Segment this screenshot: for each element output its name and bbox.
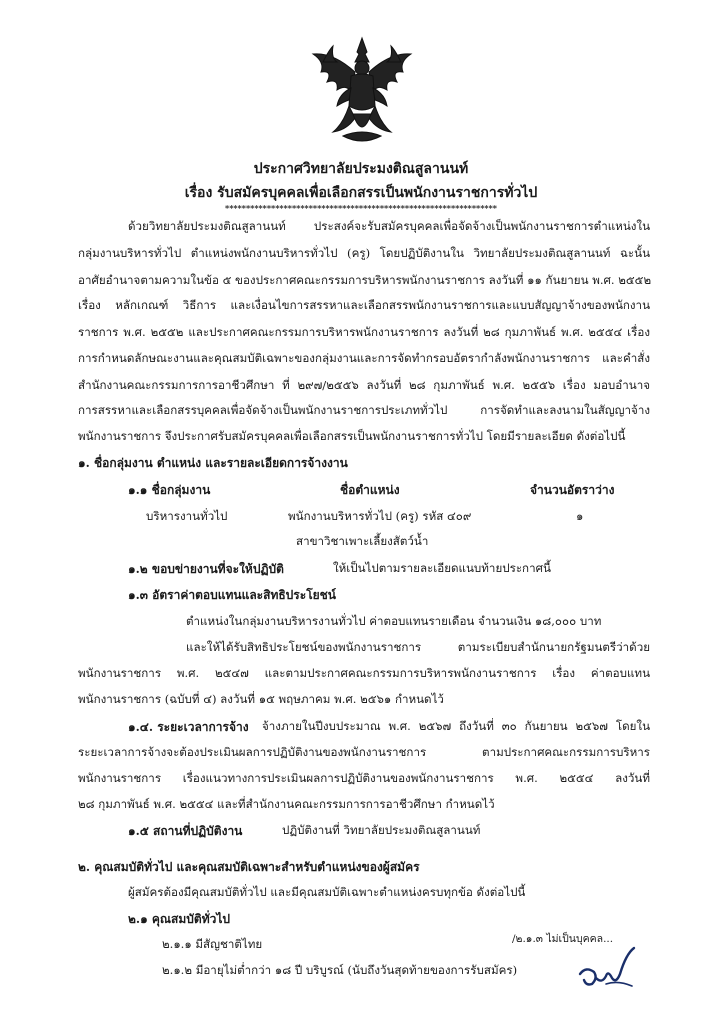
- title-divider: *****************************************************************: [225, 203, 497, 213]
- intro-line-8: การสรรหาและเลือกสรรบุคคลเพื่อจัดจ้างเป็นพนักงานราชการประเภททั่วไป การจัดทำและลงนามในสัญญาจ้าง: [78, 403, 650, 417]
- table-cell-position-field: สาขาวิชาเพาะเลี้ยงสัตว์น้ำ: [296, 534, 429, 548]
- section-2-intro: ผู้สมัครต้องมีคุณสมบัติทั่วไป และมีคุณสมบัติเฉพาะตำแหน่งครบทุกข้อ ดังต่อไปนี้: [128, 885, 526, 899]
- table-cell-group: บริหารงานทั่วไป: [146, 509, 228, 523]
- garuda-emblem-icon: [303, 32, 421, 148]
- section-1-heading: ๑. ชื่อกลุ่มงาน ตำแหน่ง และรายละเอียดการจ้างงาน: [78, 456, 348, 470]
- intro-line-1: ด้วยวิทยาลัยประมงติณสูลานนท์ ประสงค์จะรับสมัครบุคคลเพื่อจัดจ้างเป็นพนักงานราชการตำแหน่งใน: [128, 219, 650, 233]
- item-1-3-line-1: ตำแหน่งในกลุ่มงานบริหารงานทั่วไป ค่าตอบแทนรายเดือน จำนวนเงิน ๑๘,๐๐๐ บาท: [186, 614, 602, 628]
- intro-line-7: สำนักงานคณะกรรมการการอาชีวศึกษา ที่ ๒๙๗/๒๕๕๖ ลงวันที่ ๒๘ กุมภาพันธ์ พ.ศ. ๒๕๕๖ เรื่อง มอบอำนาจ: [78, 378, 650, 392]
- item-1-2-text: ให้เป็นไปตามรายละเอียดแนบท้ายประกาศนี้: [333, 561, 551, 575]
- item-2-1-label: ๒.๑ คุณสมบัติทั่วไป: [128, 912, 230, 926]
- table-header-group: ๑.๑ ชื่อกลุ่มงาน: [128, 483, 211, 497]
- document-subject: เรื่อง รับสมัครบุคคลเพื่อเลือกสรรเป็นพนักงานราชการทั่วไป: [184, 185, 538, 201]
- table-header-count: จำนวนอัตราว่าง: [530, 483, 615, 497]
- table-header-position: ชื่อตำแหน่ง: [340, 483, 400, 497]
- intro-line-5: ราชการ พ.ศ. ๒๕๕๒ และประกาศคณะกรรมการบริหารพนักงานราชการ ลงวันที่ ๒๘ กุมภาพันธ์ พ.ศ. ๒๕๕๔ เรื่อง: [78, 325, 650, 339]
- signature-icon: [572, 944, 652, 1004]
- item-1-4-line-2: พนักงานราชการ เรื่องแนวทางการประเมินผลการปฏิบัติงานของพนักงานราชการ พ.ศ. ๒๕๕๔ ลงวันที่: [78, 771, 650, 785]
- item-1-3-line-2: และให้ได้รับสิทธิประโยชน์ของพนักงานราชการ ตามระเบียบสำนักนายกรัฐมนตรีว่าด้วย: [186, 640, 650, 654]
- item-2-1-2: ๒.๑.๒ มีอายุไม่ต่ำกว่า ๑๘ ปี บริบูรณ์ (นับถึงวันสุดท้ายของการรับสมัคร): [162, 963, 518, 977]
- item-1-5-text: ปฏิบัติงานที่ วิทยาลัยประมงติณสูลานนท์: [282, 823, 481, 837]
- item-1-3-line-3: พนักงานราชการ พ.ศ. ๒๕๔๗ และตามประกาศคณะกรรมการบริหารพนักงานราชการ เรื่อง ค่าตอบแทน: [78, 666, 650, 680]
- section-2-heading: ๒. คุณสมบัติทั่วไป และคุณสมบัติเฉพาะสำหรับตำแหน่งของผู้สมัคร: [78, 860, 420, 874]
- item-1-4-line-3: ๒๘ กุมภาพันธ์ พ.ศ. ๒๕๕๔ และที่สำนักงานคณะกรรมการการอาชีวศึกษา กำหนดไว้: [78, 797, 495, 811]
- intro-line-4: เรื่อง หลักเกณฑ์ วิธีการ และเงื่อนไขการสรรหาและเลือกสรรพนักงานราชการและแบบสัญญาจ้างของพนักงาน: [78, 298, 650, 312]
- intro-line-3: อาศัยอำนาจตามความในข้อ ๕ ของประกาศคณะกรรมการบริหารพนักงานราชการ ลงวันที่ ๑๑ กันยายน พ.ศ. ๒๕๕๒: [78, 273, 652, 287]
- item-1-4-line-1: ระยะเวลาการจ้างจะต้องประเมินผลการปฏิบัติงานของพนักงานราชการ ตามประกาศคณะกรรมการบริหาร: [78, 745, 650, 759]
- item-1-2-label: ๑.๒ ขอบข่ายงานที่จะให้ปฏิบัติ: [128, 562, 284, 576]
- continued-marker: /๒.๑.๓ ไม่เป็นบุคคล...: [512, 933, 614, 945]
- table-cell-count: ๑: [576, 509, 584, 523]
- intro-line-9: พนักงานราชการ จึงประกาศรับสมัครบุคคลเพื่อเลือกสรรเป็นพนักงานราชการทั่วไป โดยมีรายละเอียด ดังต่อไปนี้: [78, 429, 626, 443]
- item-1-3-label: ๑.๓ อัตราค่าตอบแทนและสิทธิประโยชน์: [128, 588, 337, 602]
- intro-line-2: กลุ่มงานบริหารทั่วไป ตำแหน่งพนักงานบริหารทั่วไป (ครู) โดยปฏิบัติงานใน วิทยาลัยประมงติณสูลานนท์ ฉะนั้น: [78, 246, 650, 260]
- item-1-3-line-4: พนักงานราชการ (ฉบับที่ ๔) ลงวันที่ ๑๕ พฤษภาคม พ.ศ. ๒๕๖๑ กำหนดไว้: [78, 692, 444, 706]
- document-title: ประกาศวิทยาลัยประมงติณสูลานนท์: [253, 161, 469, 177]
- intro-line-6: การกำหนดลักษณะงานและคุณสมบัติเฉพาะของกลุ่มงานและการจัดทำกรอบอัตรากำลังพนักงานราชการ และคำสั่ง: [78, 351, 650, 365]
- item-2-1-1: ๒.๑.๑ มีสัญชาติไทย: [162, 937, 263, 951]
- item-1-4-first: จ้างภายในปีงบประมาณ พ.ศ. ๒๕๖๗ ถึงวันที่ ๓๐ กันยายน ๒๕๖๗ โดยใน: [262, 719, 650, 733]
- item-1-4-label: ๑.๔. ระยะเวลาการจ้าง: [128, 720, 249, 734]
- table-cell-position: พนักงานบริหารทั่วไป (ครู) รหัส ๔๐๙: [288, 509, 472, 523]
- item-1-5-label: ๑.๕ สถานที่ปฏิบัติงาน: [128, 824, 243, 838]
